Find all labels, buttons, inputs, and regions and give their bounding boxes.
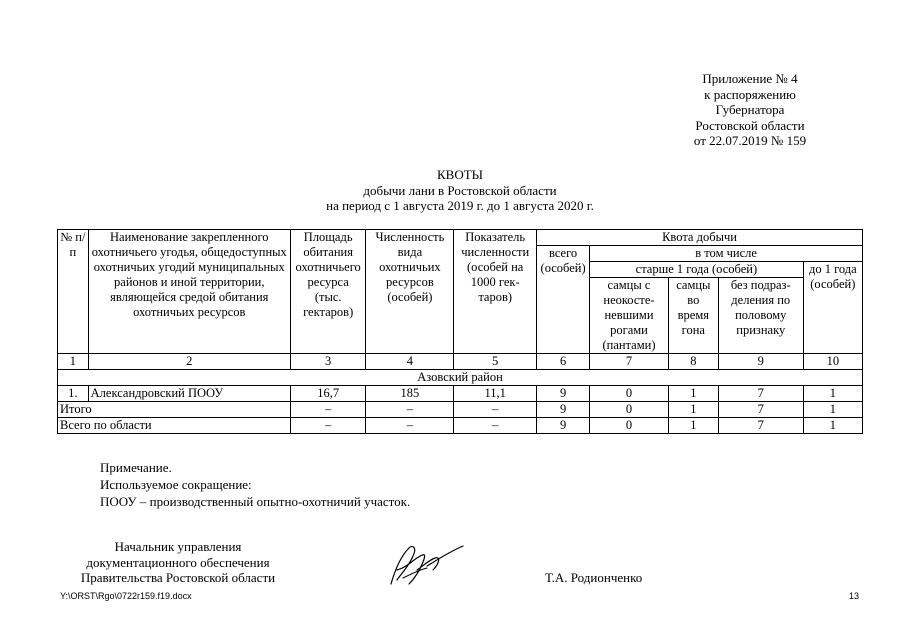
row-density: 11,1 [454,386,537,402]
section-title: Азовский район [58,370,863,386]
note-block [100,459,410,510]
row-total: 9 [537,386,590,402]
title-heading: КВОТЫ [436,167,483,182]
grand-total-under-year: 1 [803,418,862,434]
column-number: 10 [803,354,862,370]
column-number: 8 [668,354,718,370]
column-number: 7 [590,354,669,370]
subtotal-no-sex: 7 [718,402,803,418]
grand-total-no-sex: 7 [718,418,803,434]
column-number: 6 [537,354,590,370]
header-older: старше 1 года (особей) [590,262,803,278]
row-area: 16,7 [290,386,366,402]
header-population: Численность вида охотничьих ресурсов (особей) [366,230,454,354]
title-subtitle: добычи лани в Ростовской области [363,182,557,198]
row-name: Александровский ПООУ [88,386,290,402]
column-number: 1 [58,354,89,370]
note-line: Примечание. [100,460,172,475]
header-num: № п/п [58,230,89,354]
document-title [230,167,690,214]
column-number: 5 [454,354,537,370]
appendix-line: от 22.07.2019 № 159 [693,133,807,148]
subtotal-males-rut: 1 [668,402,718,418]
subtotal-under-year: 1 [803,402,862,418]
subtotal-row [58,402,863,418]
header-density: Показатель численности (особей на 1000 гектаров) [454,230,537,354]
signatory-position [58,539,298,586]
position-line: Правительства Ростовской области [80,570,276,585]
header-under-year: до 1 года (особей) [803,262,862,354]
grand-total-males-unossified: 0 [590,418,669,434]
subtotal-population: – [366,402,454,418]
column-number: 3 [290,354,366,370]
grand-total-area: – [290,418,366,434]
subtotal-total: 9 [537,402,590,418]
header-males-unossified: самцы с неокостеневшими рогами (пантами) [590,278,669,354]
header-males-rut: самцы во время гона [668,278,718,354]
grand-total-density: – [454,418,537,434]
column-number-row [58,354,863,370]
row-population: 185 [366,386,454,402]
appendix-line: Приложение № 4 [702,71,798,86]
signatory-name: Т.А. Родионченко [545,570,643,585]
section-row [58,370,863,386]
header-no-sex: без подразделения по половому признаку [718,278,803,354]
column-number: 4 [366,354,454,370]
header-total: всего (особей) [537,246,590,354]
row-under-year: 1 [803,386,862,402]
row-num: 1. [58,386,89,402]
table-row [58,386,863,402]
appendix-header [650,71,850,149]
page-number: 13 [849,591,860,601]
grand-total-label: Всего по области [58,418,291,434]
subtotal-area: – [290,402,366,418]
appendix-line: Ростовской области [695,117,805,133]
row-no-sex: 7 [718,386,803,402]
header-including: в том числе [590,246,863,262]
subtotal-males-unossified: 0 [590,402,669,418]
position-line: документационного обеспечения [86,554,270,570]
note-line: ПООУ – производственный опытно-охотничий участок. [100,494,411,509]
grand-total-males-rut: 1 [668,418,718,434]
appendix-line: к распоряжению [704,86,796,102]
handwritten-signature [383,540,469,588]
grand-total-row [58,418,863,434]
note-line: Используемое сокращение: [100,477,252,492]
position-line: Начальник управления [114,539,242,554]
appendix-line: Губернатора [715,102,785,117]
header-area: Площадь обитания охотничьего ресурса (тыс. гектаров) [290,230,366,354]
subtotal-label: Итого [58,402,291,418]
grand-total-population: – [366,418,454,434]
header-quota: Квота добычи [537,230,863,246]
header-name: Наименование закрепленного охотничьего угодья, общедоступных охотничьих угодий муниципальных районов и иной территории, являющейся средой обитания охотничьих ресурсов [88,230,290,354]
column-number: 9 [718,354,803,370]
row-males-rut: 1 [668,386,718,402]
grand-total-total: 9 [537,418,590,434]
quota-table [57,229,863,434]
row-males-unossified: 0 [590,386,669,402]
subtotal-density: – [454,402,537,418]
title-subtitle: на период с 1 августа 2019 г. до 1 августа 2020 г. [326,198,594,213]
footer-file-path: Y:\ORST\Rgo\0722r159.f19.docx [60,591,192,601]
column-number: 2 [88,354,290,370]
